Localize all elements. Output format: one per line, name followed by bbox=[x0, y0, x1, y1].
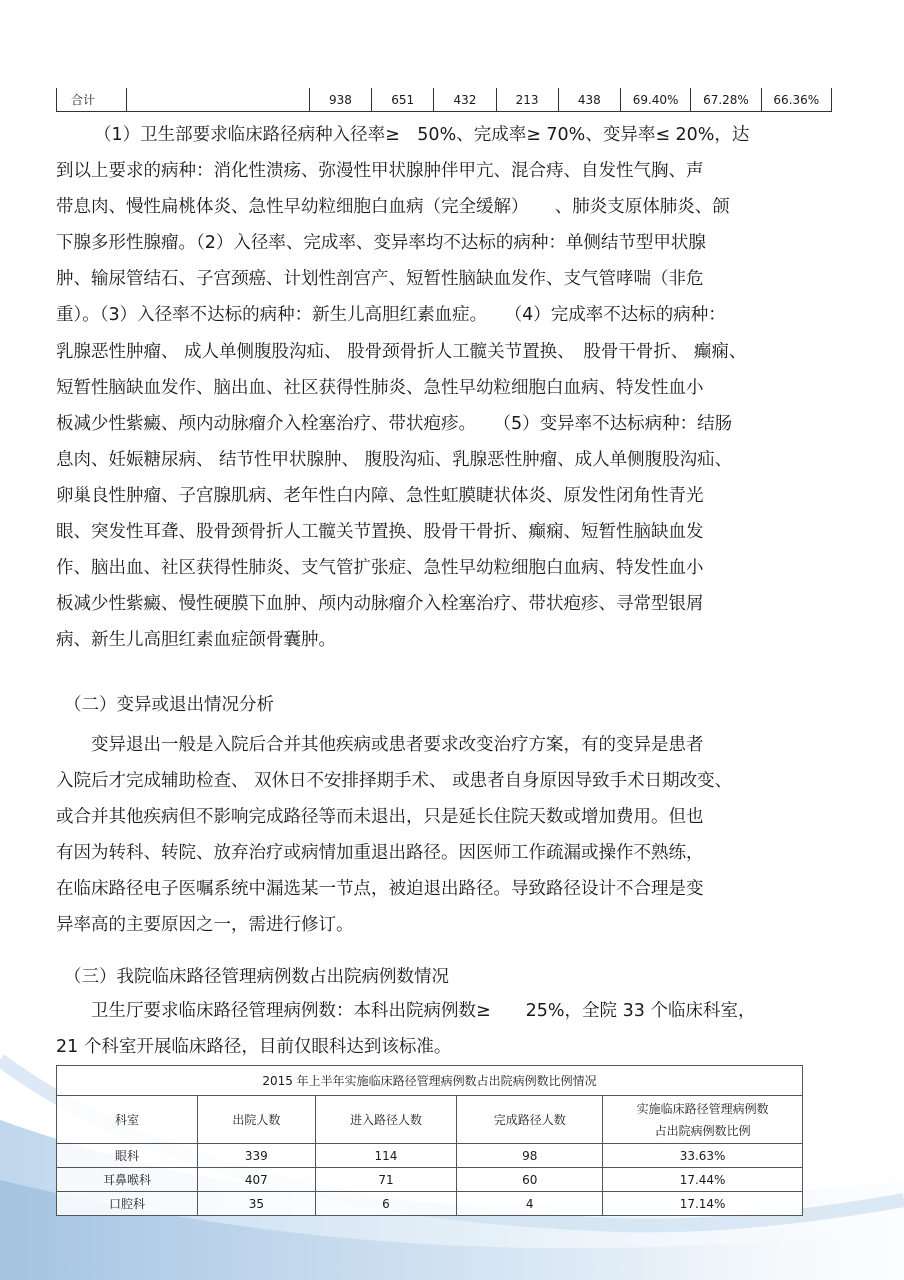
header-completed-pathway: 完成路径人数 bbox=[457, 1096, 603, 1144]
header-entered-pathway: 进入路径人数 bbox=[315, 1096, 457, 1144]
text-line: 短暂性脑缺血发作、脑出血、社区获得性肺炎、急性早幼粒细胞白血病、特发性血小 bbox=[56, 377, 704, 398]
summary-cell: 67.28% bbox=[691, 88, 761, 112]
paragraph-variation-analysis bbox=[56, 727, 846, 944]
summary-cell: 938 bbox=[309, 88, 371, 112]
text-line: （1）卫生部要求临床路径病种入径率≥ 50%、完成率≥ 70%、变异率≤ 20%，达 bbox=[94, 125, 750, 145]
cell-entered: 114 bbox=[315, 1144, 457, 1168]
cell-entered: 6 bbox=[315, 1192, 457, 1216]
summary-blank-cell bbox=[127, 88, 310, 112]
table-row bbox=[57, 1144, 803, 1168]
cell-department: 耳鼻喉科 bbox=[57, 1168, 198, 1192]
section-heading-case-ratio: （三）我院临床路径管理病例数占出院病例数情况 bbox=[64, 967, 449, 987]
paragraph-pathway-compliance bbox=[56, 117, 846, 658]
case-ratio-table bbox=[56, 1065, 803, 1216]
text-line: 到以上要求的病种：消化性溃疡、弥漫性甲状腺肿伴甲亢、混合痔、自发性气胸、声 bbox=[56, 161, 704, 182]
text-line: 乳腺恶性肿瘤、 成人单侧腹股沟疝、 股骨颈骨折人工髋关节置换、 股骨干骨折、 癫痫、 bbox=[56, 341, 747, 362]
text-line: 重）。（3）入径率不达标的病种：新生儿高胆红素血症。 （4）完成率不达标的病种： bbox=[56, 305, 726, 326]
header-ratio bbox=[603, 1096, 803, 1144]
summary-cell: 66.36% bbox=[761, 88, 831, 112]
header-department: 科室 bbox=[57, 1096, 198, 1144]
cell-ratio: 33.63% bbox=[603, 1144, 803, 1168]
text-line: 异率高的主要原因之一，需进行修订。 bbox=[56, 915, 354, 936]
text-line: 在临床路径电子医嘱系统中漏选某一节点，被迫退出路径。导致路径设计不合理是变 bbox=[56, 879, 704, 900]
table-caption: 2015 年上半年实施临床路径管理病例数占出院病例数比例情况 bbox=[57, 1066, 803, 1096]
table-row bbox=[57, 1168, 803, 1192]
cell-completed: 60 bbox=[457, 1168, 603, 1192]
summary-cell: 213 bbox=[496, 88, 558, 112]
text-line: 眼、突发性耳聋、股骨颈骨折人工髋关节置换、股骨干骨折、癫痫、短暂性脑缺血发 bbox=[56, 522, 704, 543]
header-ratio-line1: 实施临床路径管理病例数 bbox=[636, 1101, 769, 1116]
text-line: 卵巢良性肿瘤、子宫腺肌病、老年性白内障、急性虹膜睫状体炎、原发性闭角性青光 bbox=[56, 485, 704, 506]
cell-discharged: 339 bbox=[198, 1144, 316, 1168]
cell-discharged: 407 bbox=[198, 1168, 316, 1192]
summary-cell: 438 bbox=[558, 88, 620, 112]
text-line: 或合并其他疾病但不影响完成路径等而未退出，只是延长住院天数或增加费用。但也 bbox=[56, 807, 704, 828]
cell-ratio: 17.44% bbox=[603, 1168, 803, 1192]
text-line: 作、脑出血、社区获得性肺炎、支气管扩张症、急性早幼粒细胞白血病、特发性血小 bbox=[56, 558, 704, 579]
text-line: 有因为转科、转院、放弃治疗或病情加重退出路径。因医师工作疏漏或操作不熟练， bbox=[56, 843, 704, 864]
text-line: 板减少性紫癜、颅内动脉瘤介入栓塞治疗、带状疱疹。 （5）变异率不达标病种：结肠 bbox=[56, 413, 733, 434]
summary-cell: 69.40% bbox=[620, 88, 690, 112]
cell-discharged: 35 bbox=[198, 1192, 316, 1216]
table-caption-row bbox=[57, 1066, 803, 1096]
text-line: 肿、输尿管结石、子宫颈癌、计划性剖宫产、短暂性脑缺血发作、支气管哮喘（非危 bbox=[56, 269, 704, 290]
summary-label: 合计 bbox=[57, 88, 127, 112]
summary-row-table bbox=[56, 88, 832, 112]
table-header-row bbox=[57, 1096, 803, 1144]
summary-row bbox=[57, 88, 832, 112]
text-line: 带息肉、慢性扁桃体炎、急性早幼粒细胞白血病（完全缓解） 、肺炎支原体肺炎、颌 bbox=[56, 197, 730, 218]
header-discharged: 出院人数 bbox=[198, 1096, 316, 1144]
text-line: 入院后才完成辅助检查、 双休日不安排择期手术、 或患者自身原因导致手术日期改变、 bbox=[56, 771, 733, 792]
text-line: 病、新生儿高胆红素血症颌骨囊肿。 bbox=[56, 630, 336, 651]
text-line: 板减少性紫癜、慢性硬膜下血肿、颅内动脉瘤介入栓塞治疗、带状疱疹、寻常型银屑 bbox=[56, 594, 704, 615]
header-ratio-line2: 占出院病例数比例 bbox=[654, 1123, 751, 1138]
text-line: 下腺多形性腺瘤。（2）入径率、完成率、变异率均不达标的病种：单侧结节型甲状腺 bbox=[56, 233, 706, 254]
cell-completed: 98 bbox=[457, 1144, 603, 1168]
text-line: 变异退出一般是入院后合并其他疾病或患者要求改变治疗方案，有的变异是患者 bbox=[56, 735, 704, 755]
table-row bbox=[57, 1192, 803, 1216]
summary-cell: 432 bbox=[434, 88, 496, 112]
cell-ratio: 17.14% bbox=[603, 1192, 803, 1216]
cell-department: 眼科 bbox=[57, 1144, 198, 1168]
cell-completed: 4 bbox=[457, 1192, 603, 1216]
section-heading-variation: （二）变异或退出情况分析 bbox=[64, 695, 274, 715]
text-line: 21 个科室开展临床路径，目前仅眼科达到该标准。 bbox=[56, 1037, 452, 1058]
text-line: 息肉、妊娠糖尿病、 结节性甲状腺肿、 腹股沟疝、乳腺恶性肿瘤、成人单侧腹股沟疝、 bbox=[56, 449, 733, 470]
cell-entered: 71 bbox=[315, 1168, 457, 1192]
text-line: 卫生厅要求临床路径管理病例数：本科出院病例数≥ 25%，全院 33 个临床科室， bbox=[56, 1001, 756, 1021]
summary-cell: 651 bbox=[372, 88, 434, 112]
paragraph-case-ratio bbox=[56, 993, 846, 1065]
cell-department: 口腔科 bbox=[57, 1192, 198, 1216]
